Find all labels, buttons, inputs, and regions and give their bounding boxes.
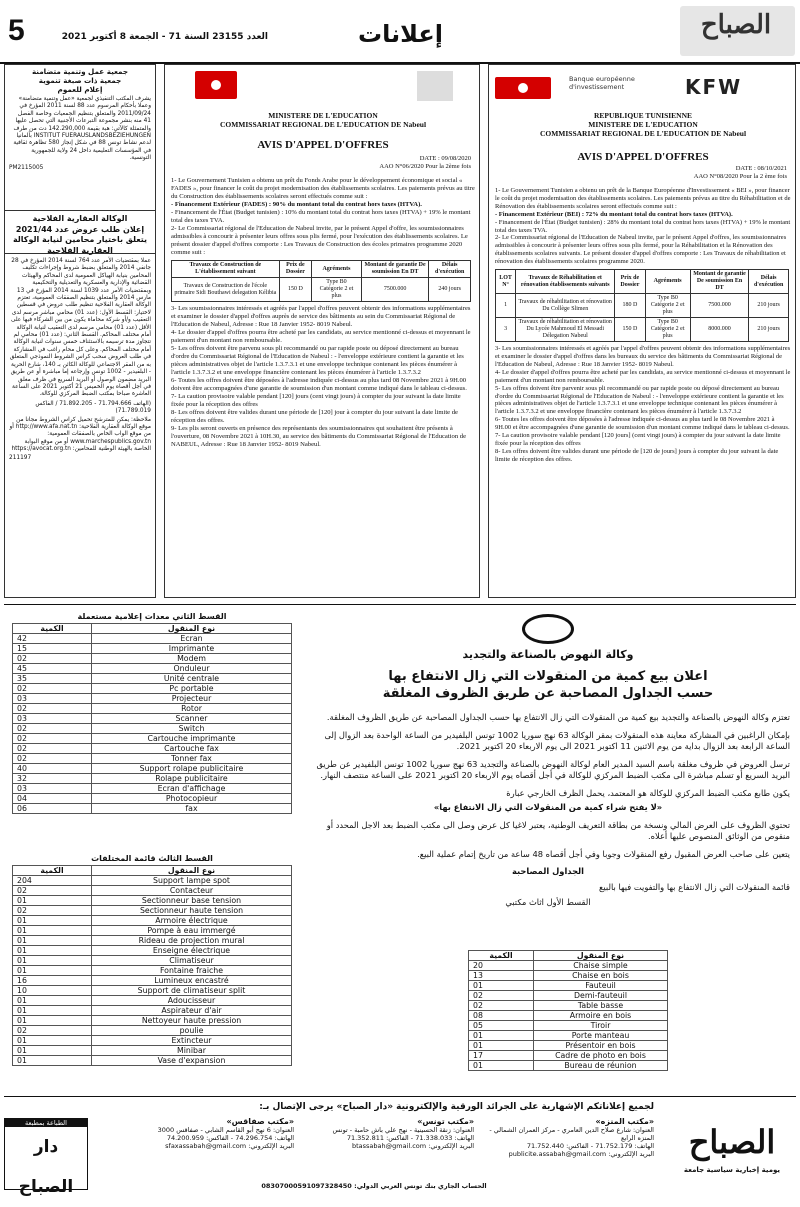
table-row	[13, 714, 292, 724]
lot2-item-cell: Rotor	[92, 704, 292, 714]
lot2-item-cell: fax	[92, 804, 292, 814]
table-row	[13, 996, 292, 1006]
lot3-item-cell: Contacteur	[92, 886, 292, 896]
lot2-item-cell: Imprimante	[92, 644, 292, 654]
lot1-item-cell: Armoire en bois	[534, 1011, 668, 1021]
bei-logo: Banque européenne d'investissement	[569, 75, 635, 91]
lot3-item-cell: Rideau de projection mural	[92, 936, 292, 946]
association-title-1: جمعية عمل وتنمية متضامنة	[31, 67, 129, 76]
bei-cell-works: Travaux de réhabilitation et rénovation Du Collège Slimen	[516, 294, 615, 318]
lot3-qty-cell: 01	[13, 1006, 92, 1016]
fades-cell-delay: 240 jours	[429, 278, 471, 302]
fades-p6: 6- Toutes les offres doivent être déposées à l'adresse indiquée ci-dessus au plus tard 08 Novembre 2021 à 9H.00 doivent être accompagnées d'une garantie de soumission d'un montant comme indiqué dans le tableau ci-dessus.	[171, 377, 467, 392]
lot2-qty-cell: 02	[13, 704, 92, 714]
lot2-qty-cell: 02	[13, 724, 92, 734]
bei-ministry: MINISTERE DE L'EDUCATION	[588, 120, 698, 129]
lot3-item-cell: Fontaine fraiche	[92, 966, 292, 976]
printer-brand	[4, 1118, 88, 1197]
table-row	[13, 674, 292, 684]
lot1-item-cell: Chaise simple	[534, 961, 668, 971]
lot3-qty-cell: 02	[13, 1026, 92, 1036]
table-row	[13, 1016, 292, 1026]
table-row	[469, 971, 668, 981]
lot3-qty-cell: 01	[13, 966, 92, 976]
lot1-th-item: نوع المنقول	[534, 951, 668, 961]
ministry-logo-icon	[417, 71, 453, 101]
office1-title: «مكتب المنزه»	[595, 1117, 654, 1126]
lot3-qty-cell: 01	[13, 956, 92, 966]
office2-email: البريد الإلكتروني: btassabah@gmail.com	[351, 1142, 474, 1150]
table-row	[13, 926, 292, 936]
lot2-item-cell: Support rolape publicitaire	[92, 764, 292, 774]
lot1-title: القسط الأول اثاث مكتبي	[505, 897, 591, 907]
fades-cell-works: Travaux de Construction de l'école primaire Sidi Bouthawi delegation Kélibia	[172, 278, 280, 302]
fades-cell-guarantee: 7500.000	[361, 278, 429, 302]
lot3-item-cell: Sectionneur base tension	[92, 896, 292, 906]
lot2-qty-cell: 04	[13, 794, 92, 804]
bei-p3: 3- Les soumissionnaires intéressés et agréés par l'appel d'offres peuvent obtenir des informations supplémentaires et examiner le dossier d'appel d'offres dans les bureaux du service des bâtiments du Commissariat Régional de l'Education de Nabeul, Adresse : Rue 18 Janvier 1952- 8019 Nabeul.	[495, 345, 791, 368]
table-row	[13, 946, 292, 956]
lot3-qty-cell: 02	[13, 906, 92, 916]
lot2-qty-cell: 03	[13, 714, 92, 724]
agency-headline-1: اعلان بيع كمية من المنقولات التي زال الانتفاع بها	[388, 669, 708, 684]
lot2-item-cell: Ecran	[92, 634, 292, 644]
lot2-item-cell: Tonner fax	[92, 754, 292, 764]
bei-cell-delay: 210 jours	[749, 294, 789, 318]
table-row	[496, 318, 789, 342]
lot3-qty-cell: 01	[13, 996, 92, 1006]
printer-tag: الطباعة بمطبعة	[5, 1119, 87, 1127]
section-title: إعلانات	[358, 20, 443, 48]
fades-cell-approval: Type B0 Catégorie 2 et plus	[312, 278, 362, 302]
lot2-qty-cell: 02	[13, 654, 92, 664]
lot1-qty-cell: 08	[469, 1011, 534, 1021]
bei-financing-state: - Financement de l'État (Budget tunisien) : 28% du montant total du contrat hors taxes (HTVA) + 19% le montant total des taxes TVA.	[495, 218, 791, 234]
agency-p1: تعتزم وكالة النهوض بالصناعة والتجديد بيع كمية من المنقولات التي زال الانتفاع بها حسب الجداول المصاحبة عن طريق الظروف المغلقة.	[326, 712, 790, 722]
office2-title: «مكتب تونس»	[417, 1117, 474, 1126]
tunisia-flag-icon	[195, 71, 237, 99]
lot2-qty-cell: 40	[13, 764, 92, 774]
bei-cell-guarantee: 7500.000	[690, 294, 748, 318]
fades-p7: 7- La caution provisoire valable pendant [120] jours (cent vingt jours) à compter du jour suivant la date limite fixée pour la réception des offres	[171, 393, 461, 408]
lot3-table	[12, 865, 292, 1066]
tender-notice-bei	[488, 64, 796, 598]
lot3-title: القسط الثالث قائمة المختلفات	[91, 854, 213, 863]
bei-p4: 4- Le dossier d'appel d'offres pourra être acheté par les candidats, au service mentionné ci-dessus et moyennant le paiement d'un montant non remboursable.	[495, 368, 791, 384]
lot3-item-cell: Climatiseur	[92, 956, 292, 966]
footer-masthead	[670, 1118, 794, 1194]
bei-p5: 5- Les offres doivent être parvenir sous pli recommandé ou par rapide poste ou déposé directement au bureau d'ordre du Commissariat Régional de l'Education de Nabeul : - l'enveloppe extérieure contient la garantie et les pièces administratives objet de l'article 1.3.7.3.1 et une enveloppe technique contenant les pièces énumérer à l'article 1.3.7.3.2 et une enveloppe financière contenant les pièces énumérer à l'article 1.3.7.3.2	[495, 384, 784, 416]
lot1-qty-cell: 05	[469, 1021, 534, 1031]
association-body: يشرف المكتب التنفيذي لجمعية «عمل وتنمية متضامنة» وعملا بأحكام المرسوم عدد 88 لسنة 2011 المؤرخ في 2011/09/24 والمتعلق بتنظيم الجمعيات وخاصة الفصل 41 منه بنشر مجموعة التبرعات الأجنبية التي تحصل عليها والمتمثلة كالآتي: هبة بقيمة 142.290,000 دت من طرف INSTITUT FUERAUSLANDSBEZIEHUNGEN بألمانيا لدعم نشاط تونس 88 في شكل إنجاز 580 تظاهرة ثقافية في المؤسسات التعليمية داخل 24 ولاية للجمهورية التونسية.	[13, 96, 151, 162]
bei-th-delay: Délais d'exécution	[749, 270, 789, 294]
lot3-item-cell: Sectionneur haute tension	[92, 906, 292, 916]
table-row	[13, 754, 292, 764]
bei-cell-price: 150 D	[615, 318, 645, 342]
lot1-item-cell: Fauteuil	[534, 981, 668, 991]
fades-th-guarantee: Montant de garantie De soumission En DT	[361, 261, 429, 278]
lot1-item-cell: Tiroir	[534, 1021, 668, 1031]
divider	[4, 604, 796, 605]
table-row	[13, 744, 292, 754]
lot3-item-cell: Adoucisseur	[92, 996, 292, 1006]
lot3-qty-cell: 01	[13, 936, 92, 946]
agency-logo-icon	[522, 614, 574, 644]
lot2-qty-cell: 45	[13, 664, 92, 674]
agency-p3: ترسل العروض في ظروف مغلقة باسم السيد المدير العام لوكالة النهوض بالصناعة والتجديد 63 نهج سوريا 1002 تونس البلفيدير عن طريق البريد السريع أو تسلم مباشرة الى مكتب الضبط المركزي للوكالة في أجل أقصاه يوم الاربعاء 20 اكتوبر 2021 على الساعة منتصف النهار.	[316, 758, 790, 780]
lot3-qty-cell: 01	[13, 946, 92, 956]
fades-financing-ext: - Financement Extérieur (FADES) : 90% du montant total du contrat hors taxes (HTVA).	[171, 201, 422, 208]
table-row	[13, 704, 292, 714]
office3-title: «مكتب صفاقس»	[226, 1117, 294, 1126]
table-row	[13, 654, 292, 664]
table-row	[13, 976, 292, 986]
table-row	[13, 906, 292, 916]
agency-quote: «لا يفتح شراء كمية من المنقولات التي زال الانتفاع بها»	[433, 802, 663, 812]
bei-lots-table	[495, 269, 789, 342]
table-row	[13, 966, 292, 976]
fades-th-delay: Délais d'exécution	[429, 261, 471, 278]
lot3-qty-cell: 01	[13, 1056, 92, 1066]
fades-commissariat: COMMISSARIAT REGIONAL DE L'EDUCATION DE Nabeul	[219, 120, 427, 129]
fades-aao: AAO N°06/2020 Pour la 2ème fois	[379, 163, 471, 170]
bei-p7: 7- La caution provisoire valable pendant [120 jours] (cent vingt jours) à compter du jour suivant la date limite fixée pour la réception des offres	[495, 432, 781, 447]
agri-title-1: الوكالة العقارية الفلاحية	[32, 214, 128, 223]
office3-phone: الهاتف: 74.296.754 - الفاكس: 74.200.959	[166, 1134, 294, 1142]
bei-th-price: Prix de Dossier	[615, 270, 645, 294]
lot1-table	[468, 950, 668, 1071]
table-row	[13, 896, 292, 906]
lot1-qty-cell: 20	[469, 961, 534, 971]
lot1-qty-cell: 02	[469, 991, 534, 1001]
lot3-qty-cell: 01	[13, 1036, 92, 1046]
office2-phone: الهاتف: 71.338.033 - الفاكس: 71.352.811	[346, 1134, 474, 1142]
office1-address: العنوان: شارع صلاح الدين العامري - مركز العمران الشمالي - المنزه الرابع	[489, 1126, 654, 1142]
bei-th-approval: Agréments	[645, 270, 690, 294]
lot3-qty-cell: 10	[13, 986, 92, 996]
table-row	[13, 734, 292, 744]
fades-th-works: Travaux de Construction de L'établissement suivant	[172, 261, 280, 278]
table-row	[469, 961, 668, 971]
lot3-qty-cell: 01	[13, 916, 92, 926]
bei-p1: 1- Le Gouvernement Tunisien a obtenu un prêt de la Banque Européenne d'Investissement « BEI », pour financer le coût du projet modernisation des établissements scolaires. Les paiements prévus au titre du Réhabilitation et de Rénovation des établissements scolaires seront effectués comme suit :	[495, 187, 791, 210]
lot3-item-cell: Nettoyeur haute pression	[92, 1016, 292, 1026]
office3-address: العنوان: 6 نهج أبو القاسم الشابي - صفاقس 3000	[157, 1126, 294, 1134]
divider	[4, 1096, 796, 1097]
association-ref: PM2115005	[9, 164, 44, 171]
lot2-item-cell: Scanner	[92, 714, 292, 724]
lot2-table	[12, 623, 292, 814]
table-row	[469, 1041, 668, 1051]
footer	[4, 1098, 796, 1202]
table-row	[13, 916, 292, 926]
lot2-item-cell: Rolape publicitaire	[92, 774, 292, 784]
fades-p3: 3- Les soumissionnaires intéressés et agréés par l'appel d'offres peuvent obtenir des informations supplémentaires et examiner le dossier d'appel d'offres auprès de service des bâtiments au sein du Commissariat Régional de l'Education de Nabeul, Adresse : Rue 18 Janvier 1952- 8019 Nabeul.	[171, 305, 471, 328]
fades-date: DATE : 09/08/2020	[419, 155, 471, 162]
bei-financing-ext: - Financement Extérieur (BEI) : 72% du montant total du contrat hors taxes (HTVA).	[495, 210, 733, 218]
office1-email: البريد الإلكتروني: publicite.assabah@gmail.com	[508, 1150, 654, 1158]
footer-masthead-name: الصباح	[688, 1123, 776, 1161]
bei-p8: 8- Les offres doivent être valides durant une période de [120 de jours] jours à compter du jour suivant la date limite de réception des offres.	[495, 447, 779, 463]
fades-p2: 2- Le Commissariat régional de l'Education de Nabeul invite, par le présent Appel d'offre, les soumissionnaires admissibles à concourir à présenter leurs offres sous plis fermé, pour l'exécution des établissements scolaires. Le présent dossier d'appel d'offres comporte : Les Travaux de Construction des écoles primaires programme 2020 comme suit :	[171, 225, 468, 256]
agri-body: عملا بمقتضيات الأمر عدد 764 لسنة 2014 المؤرخ في 28 جانفي 2014 والمتعلق بضبط شروط وإجراءات تكليف المحامين بنيابة الهياكل العمومية لدى المحاكم والهيئات القضائية والإدارية والعسكرية والتعديلية والتحكيمية وبمقتضيات الأمر عدد 1039 لسنة 2014 المؤرخ في 13 مارس 2014 والمتعلق بتنظيم الصفقات العمومية، تعتزم الوكالة العقارية الفلاحية تنظيم طلب عروض في قسطين لاختيار: القسط الأول: (عدد 01) محامي مباشر مرسم لدى التعقيب و/أو شركة محاماة يكون من بين الشركاء فيها على الأقل (عدد 01) محامي مرسم لدى التعقيب لنيابة الوكالة أمام مختلف المحاكم. القسط الثاني: (عدد 01) محامي لم تتجاوز مدة ترسيمه بالاستئناف خمس سنوات لنيابة الوكالة أمام مختلف المحاكم. وعلى كل محام راغب في المشاركة في طلب العروض سحب كراس الشروط النموذجي المتعلق به من المقر الاجتماعي للوكالة الكائن بـ 140، شارع الحرية - البلفيدير - 1002 تونس وإرجاعه إما مباشرة أو عن طريق البريد مضمون الوصول أو البريد السريع في ظرف مغلق في أجل أقصاه يوم الخميس 21 أكتوبر 2021 على الساعة العاشرة صباحا بمكتب الضبط المركزي للوكالة.	[9, 258, 151, 398]
lot2-qty-cell: 03	[13, 784, 92, 794]
lot3-item-cell: Lumineux encastré	[92, 976, 292, 986]
lot1-item-cell: Chaise en bois	[534, 971, 668, 981]
agency-name: وكالة النهوض بالصناعة والتجديد	[462, 648, 634, 661]
agri-contact: (الهاتف 71.794.666 - 71.892.205 / الفاكس 71.789.019)	[35, 400, 151, 415]
lot1-th-qty: الكمية	[469, 951, 534, 961]
fades-p5: 5- Les offres doivent être parvenu sous pli recommandé ou par rapide poste ou déposé directement au bureau d'ordre du Commissariat Régional de l'Education de Nabeul : - l'enveloppe extérieure contient la garantie et les pièces administratives objet de l'article 1.3.7.3.1 et une enveloppe technique contenant les pièces énumérer à l'article 1.3.7.3.2 et une enveloppe financière contenant les pièces énumérer à l'article 1.3.7.3.2	[171, 345, 464, 376]
lot2-qty-cell: 15	[13, 644, 92, 654]
bei-p2: 2- Le Commissariat régional de l'Education de Nabeul invite, par le présent Appel d'offres, les soumissionnaires admissibles à concourir à présenter leurs offres sous plis fermé, pour la Réhabilitation et la Rénovation des établissements scolaires suivants. Le présent dossier d'appel d'offres comporte : Les Travaux de réhabilitation et rénovation des établissements scolaires programme 2020.	[495, 234, 787, 266]
fades-cell-price: 150 D	[279, 278, 312, 302]
lot2-qty-cell: 02	[13, 734, 92, 744]
bei-p6: 6- Toutes les offres doivent être déposées à l'adresse indiquée ci-dessus au plus tard le 08 Novembre 2021 à 9H.00 et être accompagnées d'une garantie de soumission d'un montant comme indiqué dans le tableau ci-dessus.	[495, 416, 790, 432]
association-title-3: إعلام للعموم	[57, 85, 103, 94]
lot3-th-qty: الكمية	[13, 866, 92, 876]
bei-title: AVIS D'APPEL D'OFFRES	[577, 151, 709, 163]
lot3-item-cell: Support lampe spot	[92, 876, 292, 886]
lot2-qty-cell: 06	[13, 804, 92, 814]
footer-call: لجميع إعلاناتكم الإشهارية على الجرائد الورقية والإلكترونية «دار الصباح» يرجى الإتصال بـ:	[259, 1102, 654, 1112]
lot3-qty-cell: 01	[13, 1016, 92, 1026]
lot2-item-cell: Projecteur	[92, 694, 292, 704]
agency-p4: يكون طابع مكتب الضبط المركزي للوكالة هو المعتمد، يحمل الظرف الخارجي عبارة	[506, 787, 790, 798]
lot2-qty-cell: 32	[13, 774, 92, 784]
lot2-th-item: نوع المنقول	[92, 624, 292, 634]
lot3-item-cell: Support de climatiseur split	[92, 986, 292, 996]
lot3-item-cell: Enseigne électrique	[92, 946, 292, 956]
lot2-title: القسط الثاني معدات إعلامية مستعملة	[77, 612, 227, 621]
table-row	[13, 876, 292, 886]
table-row	[13, 634, 292, 644]
table-row	[13, 956, 292, 966]
agency-p5: تحتوي الظروف على العرض المالي ونسخة من بطاقة التعريف الوطنية، يعتبر لاغيا كل عرض وصل الى مكتب الضبط بعد الاجل المحدد أو منقوص من الوثائق المنصوص عليها أعلاه.	[326, 819, 790, 841]
masthead-text: الصباح	[700, 10, 772, 40]
footer-tagline: يومية إخبارية سياسية جامعة	[683, 1166, 781, 1174]
lot2-item-cell: Switch	[92, 724, 292, 734]
bei-republic: REPUBLIQUE TUNISIENNE	[593, 111, 692, 120]
lot3-item-cell: Extincteur	[92, 1036, 292, 1046]
lot2-qty-cell: 02	[13, 744, 92, 754]
lot1-qty-cell: 01	[469, 981, 534, 991]
fades-p8: 8- Les offres doivent être valides durant une période de [120] jour à compter du jour suivant la date limite de réception des offres.	[171, 409, 458, 424]
table-row	[13, 684, 292, 694]
table-row	[469, 1011, 668, 1021]
table-row	[13, 724, 292, 734]
agri-note: ملاحظة: يمكن للمترشح تحميل كراس الشروط مجانا من موقع الوكالة العقارية الفلاحية: http://www.afa.nat.tn أو من موقع الواب الخاص بالصفقات العمومية: www.marchespublics.gov.tn أو من موقع البوابة الخاصة بالهيئة الوطنية للمحامين: https://avocat.org.tn	[9, 416, 151, 453]
fades-th-approval: Agréments	[312, 261, 362, 278]
bei-cell-approval: Type B0 Catégorie 2 et plus	[645, 294, 690, 318]
table-row	[496, 294, 789, 318]
lot1-item-cell: Présentoir en bois	[534, 1041, 668, 1051]
lot3-item-cell: Aspirateur d'air	[92, 1006, 292, 1016]
bei-aao: AAO N°08/2020 Pour la 2 ème fois	[693, 173, 787, 180]
table-row	[469, 1061, 668, 1071]
lot1-qty-cell: 01	[469, 1031, 534, 1041]
printer-name: دار الصباح	[18, 1137, 74, 1197]
lot3-item-cell: Minibar	[92, 1046, 292, 1056]
agency-p6: يتعين على صاحب العرض المقبول رفع المنقولات وجوبا وفي أجل أقصاه 48 ساعة من تاريخ إتمام عملية البيع.	[417, 848, 790, 859]
table-row	[469, 991, 668, 1001]
table-row	[469, 981, 668, 991]
lot1-item-cell: Demi-fauteuil	[534, 991, 668, 1001]
agency-list-heading: قائمة المنقولات التي زال الانتفاع بها والتفويت فيها بالبيع	[599, 881, 790, 892]
fades-financing-state: - Financement de l'État (Budget tunisien) : 10% du montant total du contrat hors taxes (HTVA) + 19% le montant total des taxes TVA.	[171, 209, 471, 224]
lot2-item-cell: Pc portable	[92, 684, 292, 694]
lot3-item-cell: Armoire électrique	[92, 916, 292, 926]
table-row	[469, 1051, 668, 1061]
lot3-item-cell: Vase d'expansion	[92, 1056, 292, 1066]
table-row	[13, 886, 292, 896]
association-title-2: جمعية ذات صبغة تنموية	[38, 76, 122, 85]
tunisia-flag-icon	[495, 77, 551, 99]
lot2-item-cell: Unité centrale	[92, 674, 292, 684]
lot3-item-cell: poulie	[92, 1026, 292, 1036]
lot1-qty-cell: 02	[469, 1001, 534, 1011]
fades-title: AVIS D'APPEL D'OFFRES	[257, 139, 389, 151]
lot2-th-qty: الكمية	[13, 624, 92, 634]
agricultural-agency-notice	[4, 210, 156, 598]
lot2-item-cell: Onduleur	[92, 664, 292, 674]
table-row	[13, 664, 292, 674]
office2-address: العنوان: زنقة الحسينية - نهج علي باش حامبة - تونس	[332, 1126, 474, 1134]
bei-th-lot: LOT N°	[496, 270, 516, 294]
lot2-qty-cell: 35	[13, 674, 92, 684]
lot3-qty-cell: 01	[13, 926, 92, 936]
lot1-item-cell: Bureau de réunion	[534, 1061, 668, 1071]
lot2-qty-cell: 02	[13, 754, 92, 764]
agri-title-2: إعلان طلب عروض عدد 2021/44	[15, 224, 145, 234]
agency-p2: بإمكان الراغبين في المشاركة معاينة هذه المنقولات بمقر الوكالة 63 نهج سوريا 1002 تونس البلفيدير من الساعة الواحدة بعد الزوال إلى الساعة الرابعة بعد الزوال بداية من يوم الاثنين 11 اكتوبر 2021 الى يوم الاربعاء 20 اكتوبر 2021.	[324, 729, 790, 751]
bei-cell-lot: 1	[496, 294, 516, 318]
table-row	[13, 804, 292, 814]
table-row	[13, 936, 292, 946]
agency-headline-2: حسب الجداول المصاحبة عن طريق الظروف المغلقة	[382, 686, 714, 701]
kfw-logo: KFW	[685, 75, 743, 99]
table-row	[469, 1021, 668, 1031]
lot2-item-cell: Cartouche fax	[92, 744, 292, 754]
lot3-qty-cell: 01	[13, 1046, 92, 1056]
lot3-item-cell: Pompe à eau immergé	[92, 926, 292, 936]
lot2-qty-cell: 42	[13, 634, 92, 644]
lot3-th-item: نوع المنقول	[92, 866, 292, 876]
page-number: 5	[8, 14, 25, 47]
lot1-item-cell: Cadre de photo en bois	[534, 1051, 668, 1061]
lot3-qty-cell: 01	[13, 896, 92, 906]
bei-cell-guarantee: 8000.000	[690, 318, 748, 342]
agency-tables-heading: الجداول المصاحبة	[511, 866, 585, 876]
table-row	[469, 1031, 668, 1041]
lot1-item-cell: Table basse	[534, 1001, 668, 1011]
table-row	[13, 694, 292, 704]
lot3-qty-cell: 204	[13, 876, 92, 886]
fades-ministry: MINISTERE DE L'EDUCATION	[268, 111, 378, 120]
bei-date: DATE : 08/10/2021	[735, 165, 787, 172]
lot3-qty-cell: 02	[13, 886, 92, 896]
bei-cell-delay: 210 jours	[749, 318, 789, 342]
table-row	[13, 784, 292, 794]
lot2-qty-cell: 03	[13, 694, 92, 704]
lot1-item-cell: Porte manteau	[534, 1031, 668, 1041]
table-row	[469, 1001, 668, 1011]
issue-line: العدد 23155 السنة 71 - الجمعة 8 أكتوبر 2021	[61, 32, 268, 42]
table-row	[13, 1006, 292, 1016]
lot2-qty-cell: 02	[13, 684, 92, 694]
office3-email: البريد الإلكتروني: sfaxassabah@gmail.com	[165, 1142, 294, 1150]
bei-commissariat: COMMISSARIAT REGIONAL DE L'EDUCATION DE Nabeul	[539, 129, 747, 138]
fades-th-price: Prix de Dossier	[279, 261, 312, 278]
table-row	[13, 764, 292, 774]
fades-p9: 9- Les plis seront ouverts en présence des représentants des soumissionnaires qui souhaitent être présents à l'ouverture, 08 Novembre 2021 à 10H.30, au service des bâtiments du Commissariat Régional de l'Education de NABEUL, Adresse : Rue 18 Janvier 1952- 8019 Nabeul.	[171, 425, 466, 448]
fades-p4: 4- Le dossier d'appel d'offres pourra être acheté par les candidats, au service mentionné ci-dessus et moyennant le paiement d'un montant non remboursable.	[171, 329, 471, 344]
bei-th-guarantee: Montant de garantie De soumission En DT	[690, 270, 748, 294]
table-row	[13, 1036, 292, 1046]
office1-phone: الهاتف: 71.752.179 - الفاكس: 71.752.440	[526, 1142, 654, 1150]
lot1-qty-cell: 01	[469, 1041, 534, 1051]
lot2-item-cell: Modem	[92, 654, 292, 664]
bei-cell-lot: 3	[496, 318, 516, 342]
bei-th-works: Travaux de Réhabilitation et rénovation établissements suivants	[516, 270, 615, 294]
bei-cell-price: 180 D	[615, 294, 645, 318]
lot1-qty-cell: 01	[469, 1061, 534, 1071]
page-header	[0, 0, 800, 64]
fades-lots-table	[171, 260, 471, 302]
agri-title-3: يتعلق باختيار محامين لنيابة الوكالة العقارية الفلاحية	[12, 235, 148, 255]
lot2-item-cell: Cartouche imprimante	[92, 734, 292, 744]
table-row	[13, 986, 292, 996]
lot1-qty-cell: 17	[469, 1051, 534, 1061]
table-row	[13, 1056, 292, 1066]
table-row	[13, 644, 292, 654]
lot2-item-cell: Ecran d'affichage	[92, 784, 292, 794]
lot1-qty-cell: 13	[469, 971, 534, 981]
agri-ref: 211197	[9, 454, 32, 461]
table-row	[13, 794, 292, 804]
bank-account: الحساب الجاري بنك تونس العربي الدولي: 08307000591097328450	[261, 1182, 487, 1190]
table-row	[13, 1026, 292, 1036]
table-row	[13, 774, 292, 784]
bei-cell-approval: Type B0 Catégorie 2 et plus	[645, 318, 690, 342]
lot3-qty-cell: 16	[13, 976, 92, 986]
table-row	[172, 278, 471, 302]
fades-p1: 1- Le Gouvernement Tunisien a obtenu un prêt du Fonds Arabe pour le développement économique et social « FADES », pour financer le coût du projet modernisation des établissements scolaires. Les paiements prévus au titre du Construction des établissements scolaires seront effectués comme suit :	[171, 177, 475, 200]
lot2-item-cell: Photocopieur	[92, 794, 292, 804]
bei-cell-works: Travaux de réhabilitation et rénovation Du Lycée Mahmoud El Messadi Délegation Nabeul	[516, 318, 615, 342]
tender-notice-fades	[164, 64, 480, 598]
table-row	[13, 1046, 292, 1056]
